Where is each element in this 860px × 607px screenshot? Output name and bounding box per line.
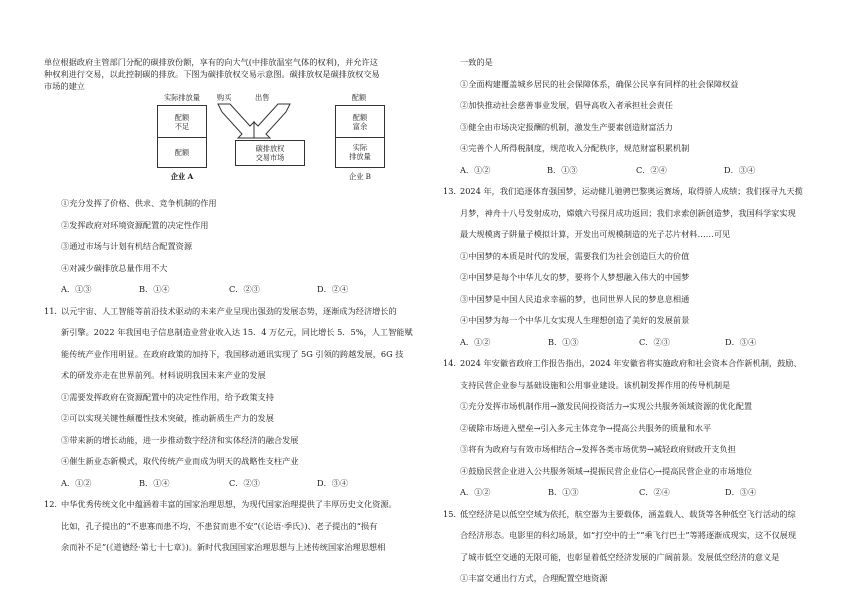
diagram-text: 交易市场 [255, 153, 285, 162]
answer-options [443, 336, 829, 348]
answer-options [443, 486, 829, 498]
answer-item: ④鼓励民营企业进入公共服务领域→提振民营企业信心→提高民营企业的市场地位 [460, 465, 753, 476]
question-number: 14. [443, 358, 457, 368]
answer-item: ③将有为政府与有效市场相结合→发挥各类市场优势→减轻政府财政开支负担 [460, 444, 736, 454]
diagram-text: 配额 [352, 112, 368, 122]
answer-item: ④完善个人所得税制度，规范收入分配秩序，规范财富积累机制 [460, 143, 690, 153]
option-c: C．②③ [229, 284, 260, 294]
answer-item: ①全面构建覆盖城乡居民的社会保障体系，确保公民享有同样的社会保障权益 [460, 78, 739, 89]
question-text: 以元宇宙、人工智能等前沿技术驱动的未来产业呈现出强劲的发展态势，逐渐成为经济增长的 [61, 305, 397, 316]
answer-item: ②破除市场进入壁垒→引入多元主体竞争→提高公共服务的质量和水平 [460, 422, 712, 433]
option-d: D．②④ [317, 284, 349, 294]
option-d: D．③④ [725, 487, 757, 497]
diagram-text: 富余 [352, 121, 368, 131]
answer-item: ①充分发挥市场机制作用→激发民间投资活力→实现公共服务领域资源的优化配置 [460, 401, 753, 411]
enterprise-b-bottom [336, 137, 384, 167]
option-d: D．③④ [317, 477, 349, 488]
question-text: 最大规模离子阱量子模拟计算，开发出可规模制造的光子芯片材料……可见 [460, 229, 731, 239]
answer-options [44, 477, 436, 489]
question-number: 11. [44, 305, 58, 316]
option-a: A．①② [460, 487, 491, 497]
question-15 [443, 508, 829, 520]
option-b: B．①④ [139, 477, 170, 488]
answer-item: ②加快推动社会慈善事业发展，倡导高收入者承担社会责任 [460, 100, 673, 110]
option-b: B．①④ [139, 284, 170, 294]
option-a: A．①② [460, 164, 491, 175]
option-c: C．②③ [639, 336, 670, 347]
question-text: 合经济形态。电影里的科幻场景，如“打空中的士”“乘飞行巴士”等將逐渐成现实，这不仅展现 [460, 530, 797, 540]
buy-label: 购买 [217, 93, 232, 102]
diagram-text: 排放量 [349, 152, 371, 161]
question-text: 新引擎。2022 年我国电子信息制造业营业收入达 15．4 万亿元，同比增长 5．5%，人工智能赋 [61, 327, 413, 337]
question-text: 一致的是 [460, 57, 493, 67]
option-c: C．②④ [639, 487, 670, 497]
question-text: 术的研发亦走在世界前列。材料说明我国未来产业的发展 [61, 370, 266, 380]
answer-item: ③中国梦是中国人民追求幸福的梦，也同世界人民的梦息息相通 [460, 293, 690, 304]
enterprise-b-top [336, 106, 384, 138]
question-text: 中华优秀传统文化中蕴涵着丰富的国家治理思想，为现代国家治理提供了丰厚历史文化资源。 [61, 499, 397, 509]
question-text: 比如，孔子提出的“不患寡而患不均，不患贫而患不安”(《论语·季氏》)、老子提出的“损有 [61, 520, 378, 531]
option-c: C．②③ [229, 477, 260, 488]
question-text: 支持民营企业参与基础设施和公用事业建设。该机制发挥作用的传导机制是 [460, 379, 731, 390]
diagram-text: 配额 [174, 112, 190, 122]
question-text: 能传统产业作用明显。在政府政策的加持下，我国移动通讯实现了 5G 引领的跨越发展，6G 技 [61, 348, 404, 359]
enterprise-a-top [158, 106, 206, 138]
intro-line: 单位根据政府主管部门分配的碳排放份额，享有的向大气(中排放温室气体的权利)，并允许这 [44, 57, 378, 67]
carbon-trading-diagram [44, 92, 436, 193]
left-column [44, 56, 436, 553]
option-d: D．③④ [725, 336, 757, 347]
answer-item: ④对减少碳排放总量作用不大 [61, 262, 168, 273]
sell-label: 出售 [255, 93, 270, 102]
intro-line: 市场的建立 [44, 81, 85, 91]
enterprise-b-caption: 企业 B [349, 172, 371, 181]
enterprise-a-bottom: 配额 [174, 147, 190, 157]
question-text: 了城市低空交通的无限可能，也彰显着低空经济发展的广阔前景。发展低空经济的意义是 [460, 551, 780, 562]
answer-item: ②发挥政府对环境资源配置的决定性作用 [61, 219, 209, 230]
answer-item: ①中国梦的本质是时代的发展，需要我们为社会创造巨大的价值 [460, 250, 690, 261]
intro-line: 种权利进行交易，以此控制碳的排放。下图为碳排放权交易示意图。碳排放权是碳排放权交易 [44, 69, 380, 79]
diagram-text: 不足 [174, 121, 190, 131]
question-text: 2024 年，我们追逐体育强国梦，运动健儿驰骋巴黎奥运赛场，取得骄人成绩；我们探寻九天揽 [460, 186, 803, 196]
answer-item: ①丰富交通出行方式，合理配置空地资源 [460, 573, 608, 583]
option-a: A．①② [460, 336, 491, 347]
question-13 [443, 185, 829, 197]
answer-item: ③带来新的增长动能，进一步推动数字经济和实体经济的融合发展 [61, 434, 299, 445]
answer-item: ①充分发挥了价格、供求、竞争机制的作用 [61, 198, 217, 208]
question-text: 低空经济是以低空空域为依托，航空器为主要载体，涵盖载人、载货等各种低空飞行活动的综 [460, 508, 796, 519]
answer-item: ③健全由市场决定报酬的机制，激发生产要素创造财富活力 [460, 121, 673, 132]
option-b: B．①③ [547, 164, 578, 175]
diagram-text: 实际 [352, 143, 368, 152]
option-a: A．①② [61, 477, 92, 488]
option-a: A．①③ [61, 284, 92, 294]
question-number: 15. [443, 508, 457, 519]
enterprise-a-box [157, 105, 207, 168]
right-column [443, 56, 829, 584]
question-number: 13. [443, 186, 457, 196]
question-11 [44, 305, 436, 317]
option-b: B．①③ [548, 336, 579, 347]
option-d: D．③④ [724, 164, 756, 175]
option-c: C．②④ [636, 164, 667, 175]
question-12 [44, 498, 436, 510]
question-number: 12. [44, 499, 58, 509]
answer-item: ③通过市场与计划有机结合配置资源 [61, 241, 193, 251]
option-b: B．①③ [548, 487, 579, 497]
question-text: 2024 年安徽省政府工作报告指出，2024 年安徽省将实施政府和社会资本合作新机制，鼓励、 [460, 358, 802, 368]
enterprise-a-caption: 企业 A [170, 172, 194, 181]
answer-options [44, 283, 436, 295]
answer-item: ②可以实现关键性颠覆性技术突破，推动新质生产力的发展 [61, 413, 274, 423]
diagram-text: 碳排放权 [255, 144, 285, 153]
question-14 [443, 357, 829, 369]
market-box [235, 140, 305, 166]
diagram-right-header: 配额 [351, 93, 367, 102]
question-text: 余而补不足”(《道德经·第七十七章》)。新时代我国国家治理思想与上述传统国家治理思想相 [61, 542, 386, 552]
diagram-left-header: 实际排放量 [164, 93, 200, 102]
answer-item: ④催生新业态新模式，取代传统产业而成为明天的战略性支柱产业 [61, 456, 299, 466]
answer-options [443, 164, 829, 176]
question-text: 月梦，神舟十八号发射成功，嫦娥六号探月成功返回；我们求索创新创造梦，我国科学家实现 [460, 207, 796, 218]
answer-item: ①需要发挥政府在资源配置中的决定性作用，给予政策支持 [61, 391, 274, 402]
answer-item: ②中国梦是每个中华儿女的梦，要将个人梦想融入伟大的中国梦 [460, 272, 690, 282]
answer-item: ④中国梦为每一个中华儿女实现人生理想创造了美好的发展前景 [460, 315, 690, 325]
enterprise-b-box [335, 105, 385, 168]
